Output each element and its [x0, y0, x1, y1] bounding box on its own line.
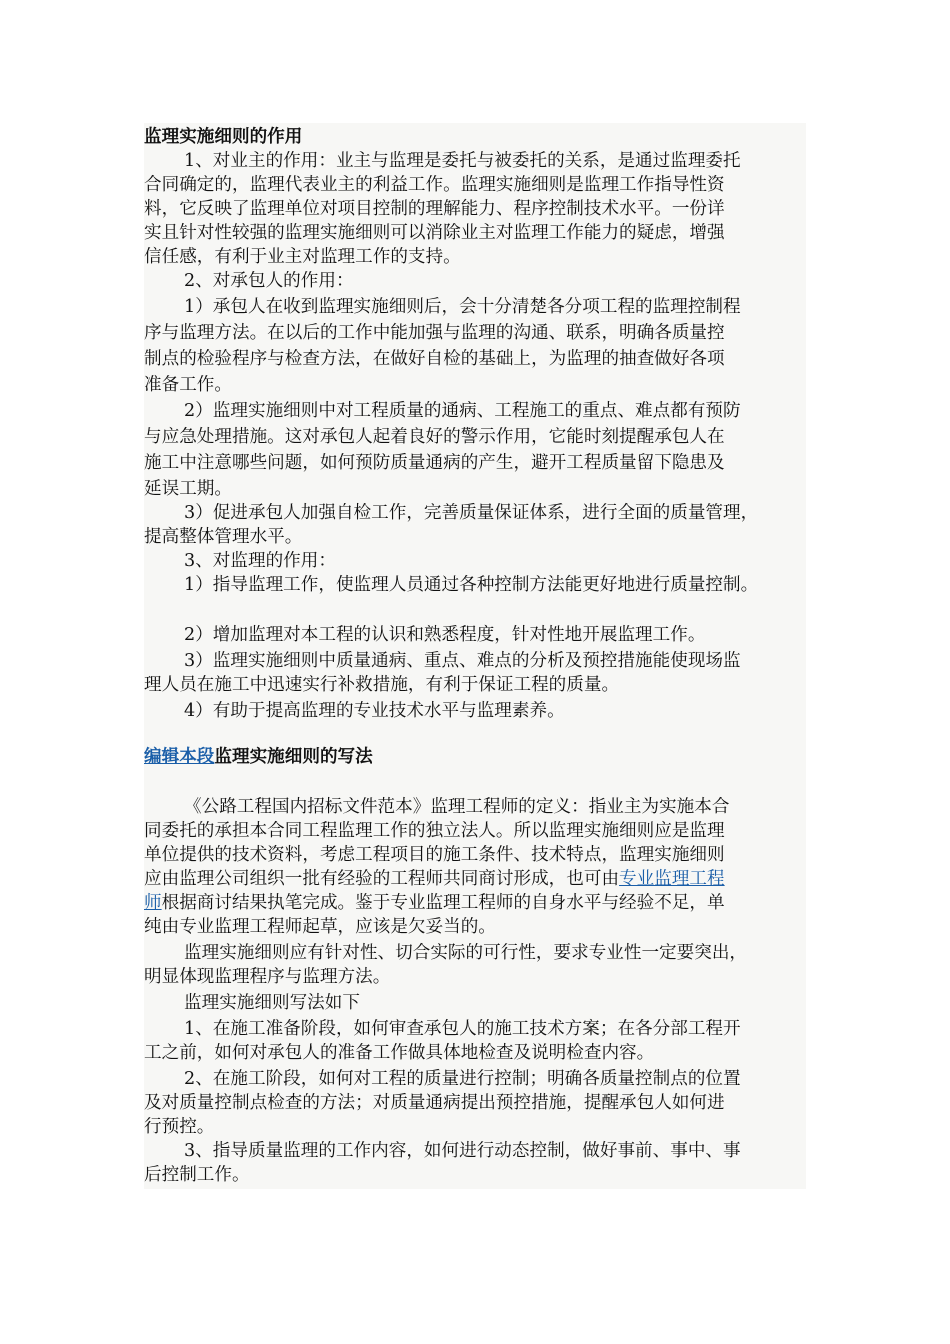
paragraph-line: 施工中注意哪些问题，如何预防质量通病的产生，避开工程质量留下隐患及 [144, 453, 725, 473]
section-heading-purpose: 监理实施细则的作用 [144, 126, 303, 147]
paragraph-text: 应由监理公司组织一批有经验的工程师共同商讨形成，也可由 [144, 869, 620, 889]
paragraph-line: 1、对业主的作用：业主与监理是委托与被委托的关系，是通过监理委托 [184, 151, 741, 171]
paragraph-line: 后控制工作。 [144, 1165, 250, 1185]
paragraph-line [144, 891, 725, 915]
paragraph-line: 料，它反映了监理单位对项目控制的理解能力、程序控制技术水平。一份详 [144, 199, 725, 219]
paragraph-line: 延误工期。 [144, 479, 232, 499]
paragraph-line: 3、指导质量监理的工作内容，如何进行动态控制，做好事前、事中、事 [184, 1141, 741, 1161]
paragraph-line: 1）指导监理工作，使监理人员通过各种控制方法能更好地进行质量控制。 [184, 575, 759, 595]
paragraph-line: 3）监理实施细则中质量通病、重点、难点的分析及预控措施能使现场监 [184, 651, 741, 671]
paragraph-line: 制点的检验程序与检查方法，在做好自检的基础上，为监理的抽查做好各项 [144, 349, 725, 369]
professional-engineer-link[interactable]: 专业监理工程 [619, 869, 725, 889]
paragraph-line: 同委托的承担本合同工程监理工作的独立法人。所以监理实施细则应是监理 [144, 821, 725, 841]
paragraph-line: 序与监理方法。在以后的工作中能加强与监理的沟通、联系，明确各质量控 [144, 323, 725, 343]
paragraph-line: 《公路工程国内招标文件范本》监理工程师的定义：指业主为实施本合 [184, 797, 730, 817]
paragraph-line: 2）监理实施细则中对工程质量的通病、工程施工的重点、难点都有预防 [184, 401, 741, 421]
paragraph-line: 监理实施细则应有针对性、切合实际的可行性，要求专业性一定要突出， [184, 943, 748, 963]
paragraph-line: 及对质量控制点检查的方法；对质量通病提出预控措施，提醒承包人如何进 [144, 1093, 725, 1113]
paragraph-line: 纯由专业监理工程师起草，应该是欠妥当的。 [144, 917, 496, 937]
paragraph-line: 合同确定的，监理代表业主的利益工作。监理实施细则是监理工作指导性资 [144, 175, 725, 195]
paragraph-line: 理人员在施工中迅速实行补救措施，有利于保证工程的质量。 [144, 675, 620, 695]
paragraph-line: 1）承包人在收到监理实施细则后，会十分清楚各分项工程的监理控制程 [184, 297, 741, 317]
paragraph-line: 监理实施细则写法如下 [184, 993, 360, 1013]
paragraph-line: 工之前，如何对承包人的准备工作做具体地检查及说明检查内容。 [144, 1043, 655, 1063]
edit-section-link[interactable]: 编辑本段 [144, 746, 215, 767]
paragraph-line: 行预控。 [144, 1117, 215, 1137]
paragraph-line: 4）有助于提高监理的专业技术水平与监理素养。 [184, 701, 565, 721]
paragraph-line: 2、在施工阶段，如何对工程的质量进行控制；明确各质量控制点的位置 [184, 1069, 741, 1089]
paragraph-line: 实且针对性较强的监理实施细则可以消除业主对监理工作能力的疑虑，增强 [144, 223, 725, 243]
paragraph-line: 3）促进承包人加强自检工作，完善质量保证体系，进行全面的质量管理， [184, 503, 759, 523]
paragraph-line: 1、在施工准备阶段，如何审查承包人的施工技术方案；在各分部工程开 [184, 1019, 741, 1039]
paragraph-line: 信任感，有利于业主对监理工作的支持。 [144, 247, 461, 267]
paragraph-line: 3、对监理的作用： [184, 551, 336, 571]
paragraph-line: 提高整体管理水平。 [144, 527, 303, 547]
section-heading-text: 监理实施细则的写法 [214, 746, 373, 767]
paragraph-text: 根据商讨结果执笔完成。鉴于专业监理工程师的自身水平与经验不足，单 [161, 893, 725, 913]
paragraph-line: 单位提供的技术资料，考虑工程项目的施工条件、技术特点，监理实施细则 [144, 845, 725, 865]
paragraph-line: 明显体现监理程序与监理方法。 [144, 967, 391, 987]
paragraph-line [144, 867, 725, 891]
paragraph-line: 2）增加监理对本工程的认识和熟悉程度，针对性地开展监理工作。 [184, 625, 706, 645]
section-heading-writing [144, 745, 373, 769]
professional-engineer-link-end[interactable]: 师 [144, 893, 162, 913]
paragraph-line: 与应急处理措施。这对承包人起着良好的警示作用，它能时刻提醒承包人在 [144, 427, 725, 447]
document-content [144, 123, 806, 1189]
paragraph-line: 准备工作。 [144, 375, 232, 395]
paragraph-line: 2、对承包人的作用： [184, 271, 354, 291]
